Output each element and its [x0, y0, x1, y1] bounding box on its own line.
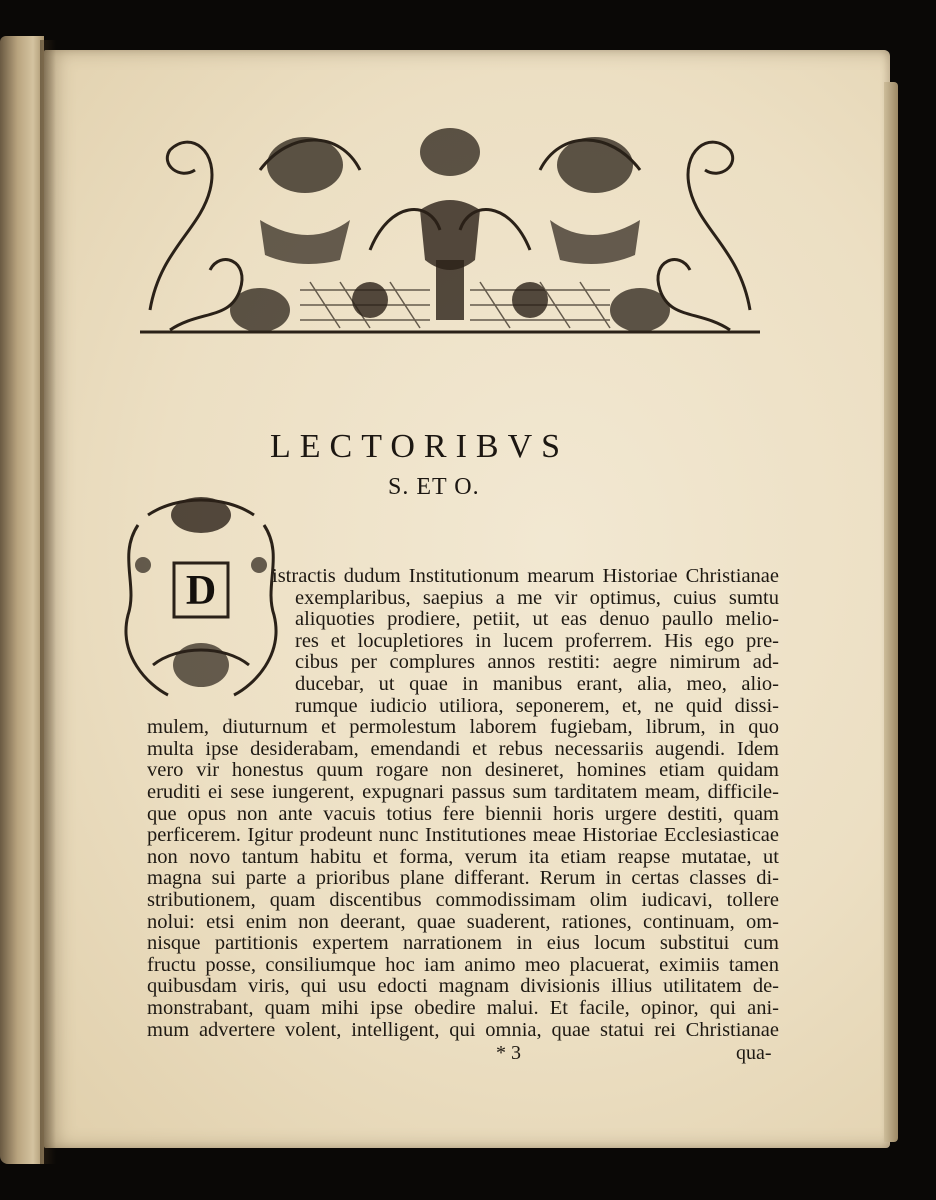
drop-cap-letter: D [185, 568, 217, 614]
text-line: quibusdam viris, qui usu edocti magnam divisionis illius utilitatem de- [147, 975, 779, 998]
text-line: mulem, diuturnum et permolestum laborem fugiebam, librum, in quo [147, 716, 779, 739]
text-line: nolui: etsi enim non deerant, quae suaderent, rationes, continuam, om- [147, 910, 779, 933]
text-line: que opus non ante vacuis totius fere biennii horis urgere destiti, quam [147, 802, 779, 825]
text-line: cibus per complures annos restiti: aegre nimirum ad- [295, 651, 779, 674]
text-line: fructu posse, consiliumque hoc iam animo meo placuerat, eximiis tamen [147, 953, 779, 976]
page-subtitle: S. ET O. [388, 474, 480, 500]
text-line: perficerem. Igitur prodeunt nunc Institutiones meae Historiae Ecclesiasticae [147, 824, 779, 847]
text-line: vero vir honestus quum rogare non desineret, homines etiam quidam [147, 759, 779, 782]
text-line: eruditi ei sese iungerent, expugnari passus sum tarditatem meam, difficile- [147, 781, 779, 803]
text-line: exemplaribus, saepius a me vir optimus, cuius sumtu [295, 586, 779, 609]
text-line: monstrabant, quam mihi ipse obedire malui. Et facile, opinor, qui ani- [147, 997, 779, 1019]
text-line: nisque partitionis expertem narrationem in eius locum substitui cum [147, 932, 779, 955]
text-line: ducebar, ut quae in manibus erant, alia, meo, alio- [295, 673, 779, 695]
text-line: magna sui parte a prioribus plane differant. Rerum in certas classes di- [147, 867, 779, 890]
text-line: rumque iudicio utiliora, seponerem, et, ne quid dissi- [295, 694, 779, 717]
text-line: non novo tantum habitu et forma, verum ita etiam reapse mutatae, ut [147, 845, 779, 868]
text-line: res et locupletiores in lucem proferrem. His ego pre- [295, 629, 779, 652]
page-title: LECTORIBVS [270, 428, 570, 465]
text-line: aliquoties prodiere, petiit, ut eas denuo paullo melio- [295, 608, 779, 631]
text-line: mum advertere volent, intelligent, qui omnia, quae statui rei Christianae [147, 1018, 779, 1041]
signature-mark: * 3 [496, 1042, 521, 1064]
text-line: multa ipse desiderabam, emendandi et rebus necessariis augendi. Idem [147, 737, 779, 760]
catchword: qua- [736, 1042, 772, 1064]
text-line: istractis dudum Institutionum mearum Historiae Christianae [272, 565, 779, 587]
text-line: stributionem, quam discentibus commodissimam olim iudicavi, tollere [147, 889, 779, 911]
